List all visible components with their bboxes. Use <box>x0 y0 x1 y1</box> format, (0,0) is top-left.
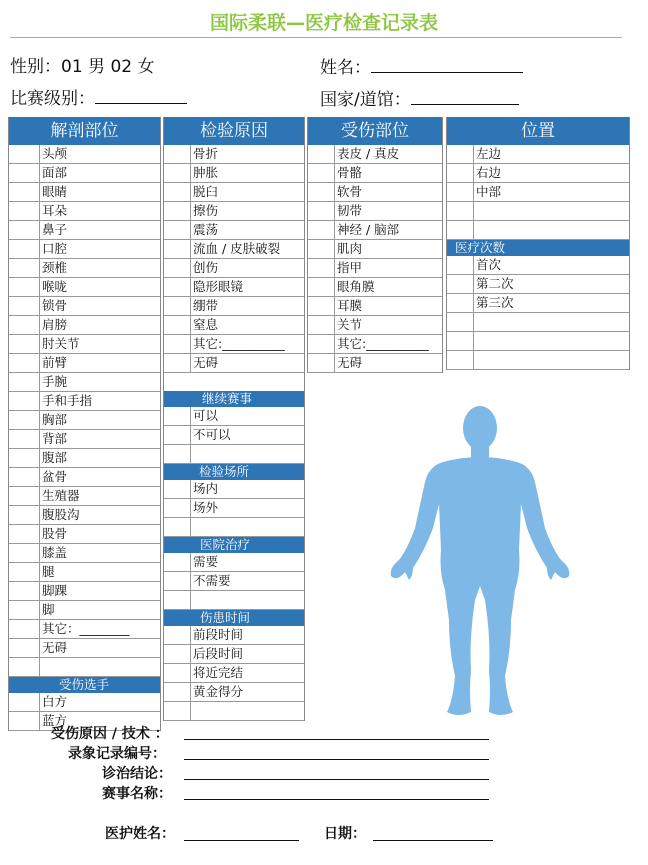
anatomy-item-row[interactable] <box>9 183 160 202</box>
anatomy-item-label: 脚踝 <box>42 583 68 598</box>
doctor-label: 医护姓名： <box>105 826 175 842</box>
position-item-row[interactable] <box>447 221 629 240</box>
reason-item-row[interactable] <box>164 354 304 373</box>
count-item-row[interactable] <box>447 351 629 370</box>
reason-item-checkbox[interactable] <box>164 259 191 277</box>
date-label: 日期： <box>324 826 366 842</box>
count-item-row[interactable] <box>447 332 629 351</box>
injury-item-checkbox[interactable] <box>308 183 335 201</box>
injury-item-checkbox[interactable] <box>308 316 335 334</box>
anatomy-item-checkbox[interactable] <box>9 145 40 163</box>
event-input-line[interactable] <box>184 799 489 800</box>
count-item-checkbox[interactable] <box>447 294 474 312</box>
injury-item-checkbox[interactable] <box>308 164 335 182</box>
anatomy-item-checkbox[interactable] <box>9 354 40 372</box>
anatomy-item-checkbox[interactable] <box>9 430 40 448</box>
position-item-checkbox[interactable] <box>447 164 474 182</box>
anatomy-item-row[interactable] <box>9 202 160 221</box>
anatomy-item-row[interactable] <box>9 278 160 297</box>
place-item-checkbox[interactable] <box>164 499 191 517</box>
player-item-label: 蓝方 <box>42 713 68 728</box>
injury-item-checkbox[interactable] <box>308 202 335 220</box>
injury-column <box>307 117 443 373</box>
position-item-label: 右边 <box>476 165 502 180</box>
continue-item-label: 可以 <box>193 408 219 423</box>
anatomy-item-label: 股骨 <box>42 526 68 541</box>
reason-spacer <box>164 373 304 391</box>
date-input-line[interactable] <box>373 840 493 841</box>
injury-item-label: 骨骼 <box>337 165 363 180</box>
injury-item-row[interactable] <box>308 259 442 278</box>
anatomy-item-row[interactable] <box>9 449 160 468</box>
diagnosis-label: 诊治结论： <box>102 766 172 782</box>
anatomy-item-row[interactable] <box>9 430 160 449</box>
anatomy-item-row[interactable] <box>9 392 160 411</box>
continue-item-label: 不可以 <box>193 427 231 442</box>
reason-item-row[interactable] <box>164 278 304 297</box>
doctor-input-line[interactable] <box>184 840 299 841</box>
player-item-row[interactable] <box>9 693 160 712</box>
anatomy-item-label: 肩膀 <box>42 317 68 332</box>
anatomy-item-row[interactable] <box>9 373 160 392</box>
injury-item-label: 表皮 / 真皮 <box>337 146 400 161</box>
video-label: 录象记录编号： <box>68 746 166 762</box>
reason-column <box>163 117 305 721</box>
anatomy-item-label: 锁骨 <box>42 298 68 313</box>
reason-item-row[interactable] <box>164 335 304 354</box>
injury-item-checkbox[interactable] <box>308 297 335 315</box>
time-header: 伤患时间 <box>164 610 304 626</box>
player-item-checkbox[interactable] <box>9 712 40 730</box>
injury-item-checkbox[interactable] <box>308 221 335 239</box>
injury-item-label: 肌肉 <box>337 241 363 256</box>
count-item-label: 第三次 <box>476 295 514 310</box>
hospital-item-checkbox[interactable] <box>164 553 191 571</box>
level-label: 比赛级别： <box>10 89 95 109</box>
time-item-label: 将近完结 <box>193 665 244 680</box>
anatomy-item-checkbox[interactable] <box>9 411 40 429</box>
anatomy-item-checkbox[interactable] <box>9 506 40 524</box>
reason-item-row[interactable] <box>164 183 304 202</box>
anatomy-item-row[interactable] <box>9 468 160 487</box>
title-divider <box>10 37 622 38</box>
reason-item-checkbox[interactable] <box>164 221 191 239</box>
anatomy-item-checkbox[interactable] <box>9 202 40 220</box>
count-item-row[interactable] <box>447 313 629 332</box>
anatomy-item-row[interactable] <box>9 544 160 563</box>
place-header: 检验场所 <box>164 464 304 480</box>
reason-item-row[interactable] <box>164 145 304 164</box>
continue-item-row[interactable] <box>164 426 304 445</box>
reason-item-checkbox[interactable] <box>164 297 191 315</box>
diagnosis-input-line[interactable] <box>184 779 489 780</box>
anatomy-item-checkbox[interactable] <box>9 278 40 296</box>
reason-item-row[interactable] <box>164 221 304 240</box>
position-item-checkbox[interactable] <box>447 183 474 201</box>
hospital-header: 医院治疗 <box>164 537 304 553</box>
reason-item-row[interactable] <box>164 316 304 335</box>
place-item-row[interactable] <box>164 499 304 518</box>
name-input-line[interactable] <box>371 55 523 73</box>
continue-item-row[interactable] <box>164 445 304 464</box>
anatomy-item-label: 腿 <box>42 564 55 579</box>
anatomy-item-row[interactable] <box>9 506 160 525</box>
position-item-checkbox[interactable] <box>447 202 474 220</box>
anatomy-item-row[interactable] <box>9 164 160 183</box>
continue-item-row[interactable] <box>164 407 304 426</box>
injury-item-row[interactable] <box>308 202 442 221</box>
anatomy-item-checkbox[interactable] <box>9 544 40 562</box>
injury-item-row[interactable] <box>308 145 442 164</box>
count-item-checkbox[interactable] <box>447 275 474 293</box>
reason-item-checkbox[interactable] <box>164 354 191 372</box>
anatomy-item-checkbox[interactable] <box>9 183 40 201</box>
count-item-checkbox[interactable] <box>447 256 474 274</box>
time-item-checkbox[interactable] <box>164 645 191 663</box>
anatomy-item-row[interactable] <box>9 240 160 259</box>
anatomy-item-checkbox[interactable] <box>9 335 40 353</box>
reason-item-checkbox[interactable] <box>164 202 191 220</box>
anatomy-item-row[interactable] <box>9 145 160 164</box>
count-header: 医疗次数 <box>447 240 629 256</box>
reason-item-label: 骨折 <box>193 146 219 161</box>
player-item-checkbox[interactable] <box>9 693 40 711</box>
injury-item-label: 无碍 <box>337 355 363 370</box>
count-item-row[interactable] <box>447 256 629 275</box>
time-item-checkbox[interactable] <box>164 683 191 701</box>
continue-item-checkbox[interactable] <box>164 445 191 463</box>
reason-item-checkbox[interactable] <box>164 164 191 182</box>
anatomy-item-label: 鼻子 <box>42 222 68 237</box>
position-item-checkbox[interactable] <box>447 145 474 163</box>
anatomy-item-checkbox[interactable] <box>9 487 40 505</box>
anatomy-item-label: 胸部 <box>42 412 68 427</box>
anatomy-item-label: 生殖器 <box>42 488 80 503</box>
injury-item-row[interactable] <box>308 278 442 297</box>
reason-header: 检验原因 <box>164 117 304 145</box>
count-item-row[interactable] <box>447 294 629 313</box>
count-item-checkbox[interactable] <box>447 332 474 350</box>
name-label: 姓名： <box>320 58 371 78</box>
form-title: 国际柔联—医疗检查记录表 <box>209 12 438 34</box>
anatomy-item-checkbox[interactable] <box>9 297 40 315</box>
reason-item-label: 擦伤 <box>193 203 219 218</box>
reason-item-row[interactable] <box>164 240 304 259</box>
reason-item-label: 创伤 <box>193 260 219 275</box>
hospital-item-checkbox[interactable] <box>164 572 191 590</box>
count-item-row[interactable] <box>447 275 629 294</box>
reason-item-checkbox[interactable] <box>164 183 191 201</box>
anatomy-column <box>8 117 161 731</box>
anatomy-item-checkbox[interactable] <box>9 563 40 581</box>
anatomy-item-label: 背部 <box>42 431 68 446</box>
anatomy-item-checkbox[interactable] <box>9 392 40 410</box>
anatomy-item-label: 脚 <box>42 602 55 617</box>
anatomy-item-checkbox[interactable] <box>9 373 40 391</box>
count-item-label: 第二次 <box>476 276 514 291</box>
reason-item-checkbox[interactable] <box>164 316 191 334</box>
position-item-label: 左边 <box>476 146 502 161</box>
time-item-checkbox[interactable] <box>164 626 191 644</box>
time-item-row[interactable] <box>164 702 304 721</box>
cause-label: 受伤原因 / 技术 ： <box>51 726 169 742</box>
reason-item-label: 流血 / 皮肤破裂 <box>193 241 281 256</box>
gender-field[interactable] <box>10 52 154 77</box>
continue-item-checkbox[interactable] <box>164 426 191 444</box>
level-field[interactable] <box>10 84 187 109</box>
anatomy-item-checkbox[interactable] <box>9 601 40 619</box>
injury-item-label: 软骨 <box>337 184 363 199</box>
anatomy-item-checkbox[interactable] <box>9 221 40 239</box>
reason-item-checkbox[interactable] <box>164 240 191 258</box>
time-item-label: 前段时间 <box>193 627 244 642</box>
anatomy-item-label: 手和手指 <box>42 393 93 408</box>
place-item-label: 场内 <box>193 481 219 496</box>
reason-item-checkbox[interactable] <box>164 145 191 163</box>
injury-item-row[interactable] <box>308 297 442 316</box>
anatomy-item-label: 口腔 <box>42 241 68 256</box>
place-item-label: 场外 <box>193 500 219 515</box>
hospital-item-checkbox[interactable] <box>164 591 191 609</box>
hospital-item-row[interactable] <box>164 572 304 591</box>
anatomy-item-row[interactable] <box>9 316 160 335</box>
injury-item-label: 关节 <box>337 317 363 332</box>
hospital-item-label: 需要 <box>193 554 219 569</box>
country-input-line[interactable] <box>411 87 519 105</box>
anatomy-item-label: 耳朵 <box>42 203 68 218</box>
count-item-checkbox[interactable] <box>447 313 474 331</box>
injury-item-checkbox[interactable] <box>308 335 335 353</box>
position-item-checkbox[interactable] <box>447 221 474 239</box>
cause-input-line[interactable] <box>184 739 489 740</box>
injury-header: 受伤部位 <box>308 117 442 145</box>
reason-item-checkbox[interactable] <box>164 278 191 296</box>
time-item-row[interactable] <box>164 626 304 645</box>
injury-item-checkbox[interactable] <box>308 145 335 163</box>
anatomy-item-checkbox[interactable] <box>9 582 40 600</box>
time-item-label: 黄金得分 <box>193 684 244 699</box>
reason-item-label: 脱臼 <box>193 184 219 199</box>
video-input-line[interactable] <box>184 759 489 760</box>
hospital-item-row[interactable] <box>164 553 304 572</box>
anatomy-item-row[interactable] <box>9 658 160 677</box>
reason-item-label: 隐形眼镜 <box>193 279 244 294</box>
reason-item-row[interactable] <box>164 297 304 316</box>
injury-item-checkbox[interactable] <box>308 259 335 277</box>
anatomy-item-checkbox[interactable] <box>9 259 40 277</box>
place-item-checkbox[interactable] <box>164 518 191 536</box>
country-label: 国家/道馆： <box>320 90 411 110</box>
anatomy-item-checkbox[interactable] <box>9 449 40 467</box>
reason-item-label: 震荡 <box>193 222 219 237</box>
hospital-item-label: 不需要 <box>193 573 231 588</box>
time-item-checkbox[interactable] <box>164 702 191 720</box>
position-column <box>446 117 630 370</box>
anatomy-item-checkbox[interactable] <box>9 316 40 334</box>
place-item-checkbox[interactable] <box>164 480 191 498</box>
injury-item-checkbox[interactable] <box>308 240 335 258</box>
injury-item-label: 眼角膜 <box>337 279 375 294</box>
anatomy-item-checkbox[interactable] <box>9 164 40 182</box>
reason-item-row[interactable] <box>164 164 304 183</box>
anatomy-item-label: 头颅 <box>42 146 68 161</box>
gender-label: 性别：01 男 02 女 <box>10 57 155 77</box>
continue-header: 继续赛事 <box>164 391 304 407</box>
anatomy-item-label: 盆骨 <box>42 469 68 484</box>
anatomy-item-label: 膝盖 <box>42 545 68 560</box>
anatomy-item-row[interactable] <box>9 601 160 620</box>
injury-item-row[interactable] <box>308 183 442 202</box>
position-item-row[interactable] <box>447 202 629 221</box>
anatomy-item-row[interactable] <box>9 639 160 658</box>
reason-item-label: 其它:__________ <box>193 336 285 351</box>
anatomy-item-row[interactable] <box>9 259 160 278</box>
injury-item-checkbox[interactable] <box>308 278 335 296</box>
count-item-label: 首次 <box>476 257 502 272</box>
position-item-row[interactable] <box>447 164 629 183</box>
anatomy-item-label: 无碍 <box>42 640 68 655</box>
time-item-checkbox[interactable] <box>164 664 191 682</box>
anatomy-item-checkbox[interactable] <box>9 240 40 258</box>
anatomy-item-label: 颈椎 <box>42 260 68 275</box>
hospital-item-row[interactable] <box>164 591 304 610</box>
time-item-label: 后段时间 <box>193 646 244 661</box>
anatomy-item-label: 手腕 <box>42 374 68 389</box>
injury-item-row[interactable] <box>308 316 442 335</box>
injury-item-label: 神经 / 脑部 <box>337 222 400 237</box>
player-item-label: 白方 <box>42 694 68 709</box>
reason-item-row[interactable] <box>164 259 304 278</box>
anatomy-item-row[interactable] <box>9 297 160 316</box>
reason-item-label: 绷带 <box>193 298 219 313</box>
anatomy-item-row[interactable] <box>9 563 160 582</box>
anatomy-item-row[interactable] <box>9 411 160 430</box>
place-item-row[interactable] <box>164 518 304 537</box>
injury-item-label: 耳膜 <box>337 298 363 313</box>
anatomy-item-row[interactable] <box>9 620 160 639</box>
anatomy-item-label: 其它：________ <box>42 621 130 636</box>
body-figure-icon <box>385 400 575 720</box>
count-item-checkbox[interactable] <box>447 351 474 369</box>
country-field[interactable] <box>320 85 519 110</box>
anatomy-item-row[interactable] <box>9 354 160 373</box>
anatomy-item-label: 前臂 <box>42 355 68 370</box>
anatomy-item-row[interactable] <box>9 525 160 544</box>
reason-item-row[interactable] <box>164 202 304 221</box>
anatomy-item-checkbox[interactable] <box>9 639 40 657</box>
name-field[interactable] <box>320 53 523 78</box>
anatomy-item-checkbox[interactable] <box>9 620 40 638</box>
anatomy-item-row[interactable] <box>9 335 160 354</box>
player-header: 受伤选手 <box>9 677 160 693</box>
injury-item-row[interactable] <box>308 221 442 240</box>
time-item-row[interactable] <box>164 645 304 664</box>
reason-item-label: 无碍 <box>193 355 219 370</box>
anatomy-item-label: 面部 <box>42 165 68 180</box>
reason-item-label: 窒息 <box>193 317 219 332</box>
injury-item-label: 指甲 <box>337 260 363 275</box>
continue-item-checkbox[interactable] <box>164 407 191 425</box>
position-item-row[interactable] <box>447 145 629 164</box>
injury-item-label: 韧带 <box>337 203 363 218</box>
reason-item-checkbox[interactable] <box>164 335 191 353</box>
reason-item-label: 肿胀 <box>193 165 219 180</box>
anatomy-item-row[interactable] <box>9 487 160 506</box>
anatomy-item-label: 腹股沟 <box>42 507 80 522</box>
injury-item-row[interactable] <box>308 335 442 354</box>
anatomy-item-label: 腹部 <box>42 450 68 465</box>
event-label: 赛事名称： <box>102 786 172 802</box>
injury-item-row[interactable] <box>308 354 442 373</box>
level-input-line[interactable] <box>95 86 187 104</box>
anatomy-item-checkbox[interactable] <box>9 658 40 676</box>
anatomy-header: 解剖部位 <box>9 117 160 145</box>
anatomy-item-checkbox[interactable] <box>9 468 40 486</box>
anatomy-item-row[interactable] <box>9 582 160 601</box>
injury-item-row[interactable] <box>308 240 442 259</box>
anatomy-item-label: 肘关节 <box>42 336 80 351</box>
injury-item-checkbox[interactable] <box>308 354 335 372</box>
time-item-row[interactable] <box>164 664 304 683</box>
position-item-row[interactable] <box>447 183 629 202</box>
place-item-row[interactable] <box>164 480 304 499</box>
injury-item-row[interactable] <box>308 164 442 183</box>
position-header: 位置 <box>447 117 629 145</box>
anatomy-item-row[interactable] <box>9 221 160 240</box>
injury-item-label: 其它:__________ <box>337 336 429 351</box>
anatomy-item-label: 眼睛 <box>42 184 68 199</box>
anatomy-item-label: 喉咙 <box>42 279 68 294</box>
position-item-label: 中部 <box>476 184 502 199</box>
time-item-row[interactable] <box>164 683 304 702</box>
anatomy-item-checkbox[interactable] <box>9 525 40 543</box>
